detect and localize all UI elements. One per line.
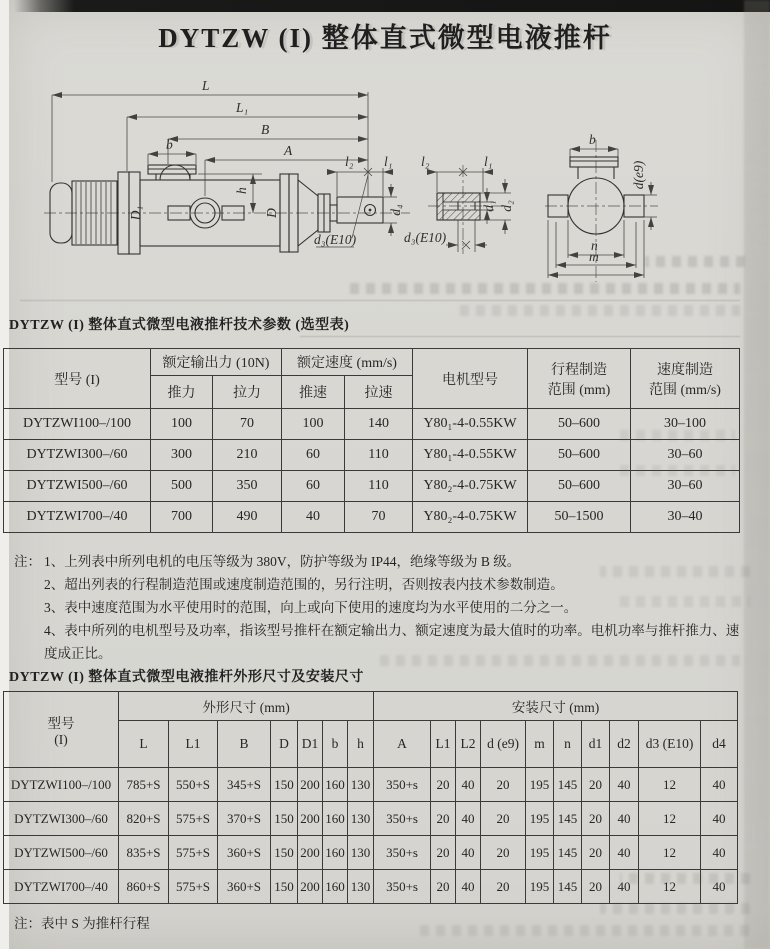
table-cell: 150: [271, 768, 298, 802]
table-cell: 300: [151, 440, 213, 471]
table-cell: 50–1500: [528, 502, 631, 533]
table-cell: 12: [639, 870, 701, 904]
table-cell: 40: [456, 802, 481, 836]
col-header-model2: 型号 (I): [4, 692, 119, 768]
bleedthrough-artifact: [645, 256, 745, 267]
table-cell: DYTZWI500–/60: [4, 836, 119, 870]
table-cell: 20: [481, 870, 526, 904]
table-cell: DYTZWI100–/100: [4, 768, 119, 802]
bleedthrough-artifact: [380, 655, 740, 666]
table-cell: 490: [213, 502, 282, 533]
col-header-D1: D1: [298, 721, 323, 768]
table-cell: 195: [526, 836, 554, 870]
table-cell: 40: [282, 502, 345, 533]
col-header-outer-dims: 外形尺寸 (mm): [119, 692, 374, 721]
table-cell: 350+s: [374, 802, 431, 836]
table-cell: 350: [213, 471, 282, 502]
col-header-mount-dims: 安装尺寸 (mm): [374, 692, 738, 721]
dim-label-b: b: [166, 137, 173, 152]
table-cell: 40: [456, 768, 481, 802]
table-cell: DYTZWI300–/60: [4, 440, 151, 471]
table-cell: 20: [481, 836, 526, 870]
col-header-output: 额定输出力 (10N): [151, 349, 282, 376]
table-cell: 150: [271, 836, 298, 870]
table-cell: 160: [323, 802, 348, 836]
table-cell: 20: [582, 836, 610, 870]
table-cell: 40: [701, 836, 738, 870]
dim-label-d4: d₄: [388, 204, 403, 216]
table2-caption: DYTZW (I) 整体直式微型电液推杆外形尺寸及安装尺寸: [9, 670, 364, 685]
dim-label-h: h: [234, 187, 249, 194]
table-cell: 835+S: [119, 836, 169, 870]
table-row: [4, 502, 740, 533]
table-cell: 130: [348, 802, 374, 836]
table-cell: 70: [345, 502, 413, 533]
table-cell: 20: [431, 802, 456, 836]
col-header-speed: 额定速度 (mm/s): [282, 349, 413, 376]
table-cell: 40: [701, 768, 738, 802]
table-cell: 360+S: [218, 870, 271, 904]
bleedthrough-artifact: [420, 925, 750, 936]
col-header-push-speed: 推速: [282, 376, 345, 409]
table-cell: 30–60: [631, 440, 740, 471]
section-label-l2: l₂: [421, 154, 430, 169]
bleedthrough-artifact: [350, 283, 740, 294]
dim-label-L1: L₁: [236, 100, 249, 115]
bleedthrough-artifact: [600, 903, 750, 914]
table-cell: 500: [151, 471, 213, 502]
note-item: 3、表中速度范围为水平使用时的范围，向上或向下使用的速度均为水平使用的二分之一。: [44, 600, 578, 615]
end-label-n: n: [591, 238, 598, 253]
bleedthrough-artifact: [620, 596, 750, 607]
note-item: 4、表中所列的电机型号及功率，指该型号推杆在额定输出力、额定速度为最大值时的功率。电机功率与推杆推力、速度成正比。: [44, 623, 740, 661]
table-cell: Y80₁-4-0.55KW: [413, 409, 528, 440]
table-cell: 50–600: [528, 440, 631, 471]
table-cell: DYTZWI100–/100: [4, 409, 151, 440]
table-cell: 110: [345, 471, 413, 502]
end-label-m: m: [589, 249, 599, 264]
bleedthrough-artifact: [620, 465, 735, 476]
table-cell: 60: [282, 471, 345, 502]
table-cell: 40: [701, 870, 738, 904]
col-header-stroke-range: 行程制造 范围 (mm): [528, 349, 631, 409]
table-cell: 20: [582, 768, 610, 802]
table-cell: 20: [481, 768, 526, 802]
table-cell: 200: [298, 768, 323, 802]
col-header-b: b: [323, 721, 348, 768]
section-label-l1: l₁: [484, 154, 493, 169]
dim-label-L: L: [202, 78, 210, 93]
table-cell: 20: [481, 802, 526, 836]
table-cell: 860+S: [119, 870, 169, 904]
table-cell: 360+S: [218, 836, 271, 870]
table-cell: 350+s: [374, 768, 431, 802]
table-cell: 40: [456, 836, 481, 870]
bleedthrough-artifact: [460, 305, 740, 316]
col-header-de9: d (e9): [481, 721, 526, 768]
table-cell: 130: [348, 836, 374, 870]
table-cell: 160: [323, 768, 348, 802]
table-cell: 100: [151, 409, 213, 440]
table-cell: 345+S: [218, 768, 271, 802]
table-cell: 195: [526, 802, 554, 836]
col-header-B: B: [218, 721, 271, 768]
drawing-section-view: [404, 154, 514, 254]
dim-label-l1: l₁: [384, 154, 393, 169]
section-label-d1: d₁: [481, 200, 496, 212]
col-header-speed-range: 速度制造 范围 (mm/s): [631, 349, 740, 409]
table-cell: DYTZWI500–/60: [4, 471, 151, 502]
table-cell: 20: [431, 768, 456, 802]
bleedthrough-artifact: [620, 430, 735, 441]
table-cell: 40: [701, 802, 738, 836]
table-cell: 700: [151, 502, 213, 533]
table-cell: 60: [282, 440, 345, 471]
col-header-L1b: L1: [431, 721, 456, 768]
section-label-d3: d₃(E10): [404, 230, 447, 245]
table-cell: 50–600: [528, 409, 631, 440]
table-cell: 12: [639, 836, 701, 870]
drawing-main-view: [44, 78, 410, 254]
table-cell: 550+S: [169, 768, 218, 802]
col-header-model: 型号 (I): [4, 349, 151, 409]
col-header-d2: d2: [610, 721, 639, 768]
table-cell: 350+s: [374, 870, 431, 904]
table-cell: 30–60: [631, 471, 740, 502]
table-cell: 40: [610, 836, 639, 870]
table-cell: 575+S: [169, 802, 218, 836]
table-cell: 50–600: [528, 471, 631, 502]
dim-label-B: B: [261, 122, 270, 137]
col-header-d1: d1: [582, 721, 610, 768]
section-label-d2: d₂: [499, 200, 514, 212]
table-cell: 130: [348, 768, 374, 802]
table-cell: 145: [554, 768, 582, 802]
bleedthrough-artifact: [300, 336, 740, 337]
col-header-d3E10: d3 (E10): [639, 721, 701, 768]
clevis-end: [337, 197, 383, 223]
col-header-A: A: [374, 721, 431, 768]
table-row: [4, 802, 738, 836]
col-header-m: m: [526, 721, 554, 768]
dim-label-D: D: [264, 208, 279, 218]
col-header-D: D: [271, 721, 298, 768]
table-cell: 150: [271, 802, 298, 836]
table-cell: 12: [639, 768, 701, 802]
footer-note: 注：表中 S 为推杆行程: [14, 916, 150, 931]
table-cell: 210: [213, 440, 282, 471]
table-cell: 20: [582, 870, 610, 904]
table1-caption: DYTZW (I) 整体直式微型电液推杆技术参数 (选型表): [9, 318, 350, 333]
table-cell: 130: [348, 870, 374, 904]
table-cell: 160: [323, 836, 348, 870]
table-cell: Y80₂-4-0.75KW: [413, 471, 528, 502]
col-header-n: n: [554, 721, 582, 768]
table-cell: 200: [298, 802, 323, 836]
dim-label-l2: l₂: [345, 154, 354, 169]
table-cell: 785+S: [119, 768, 169, 802]
col-header-pull: 拉力: [213, 376, 282, 409]
col-header-L2: L2: [456, 721, 481, 768]
table-cell: 350+s: [374, 836, 431, 870]
table-cell: 70: [213, 409, 282, 440]
table-cell: 370+S: [218, 802, 271, 836]
table-cell: 145: [554, 802, 582, 836]
table-cell: 40: [610, 870, 639, 904]
table-cell: 40: [610, 802, 639, 836]
table-cell: 30–40: [631, 502, 740, 533]
table-cell: DYTZWI700–/40: [4, 870, 119, 904]
table-cell: 200: [298, 836, 323, 870]
table-cell: Y80₁-4-0.55KW: [413, 440, 528, 471]
notes-prefix: 注：: [14, 554, 41, 569]
table-cell: 150: [271, 870, 298, 904]
table-cell: 140: [345, 409, 413, 440]
table-cell: 40: [610, 768, 639, 802]
col-header-push: 推力: [151, 376, 213, 409]
table-cell: DYTZWI300–/60: [4, 802, 119, 836]
bleedthrough-artifact: [20, 300, 740, 301]
note-item: 1、上列表中所列电机的电压等级为 380V，防护等级为 IP44，绝缘等级为 B 级。: [44, 554, 521, 569]
table-cell: 12: [639, 802, 701, 836]
table-cell: 160: [323, 870, 348, 904]
table-cell: 195: [526, 768, 554, 802]
end-label-b: b: [589, 132, 596, 147]
col-header-L: L: [119, 721, 169, 768]
table-cell: 575+S: [169, 870, 218, 904]
table-cell: DYTZWI700–/40: [4, 502, 151, 533]
col-header-d4: d4: [701, 721, 738, 768]
table-cell: 820+S: [119, 802, 169, 836]
table-row: [4, 768, 738, 802]
dim-label-A: A: [284, 143, 293, 158]
scan-top-edge: [14, 0, 770, 12]
table-cell: 145: [554, 836, 582, 870]
drawing-end-view: [545, 132, 658, 282]
col-header-motor: 电机型号: [413, 349, 528, 409]
table-cell: 30–100: [631, 409, 740, 440]
table-cell: 40: [456, 870, 481, 904]
col-header-pull-speed: 拉速: [345, 376, 413, 409]
col-header-L1: L1: [169, 721, 218, 768]
note-item: 2、超出列表的行程制造范围或速度制造范围的，另行注明，否则按表内技术参数制造。: [44, 577, 564, 592]
dim-label-D1: D₁: [128, 205, 143, 221]
end-label-de9: d(e9): [631, 160, 646, 190]
table-cell: 200: [298, 870, 323, 904]
dim-label-d3: d₃(E10): [314, 232, 357, 247]
table-cell: 110: [345, 440, 413, 471]
table-cell: 20: [431, 836, 456, 870]
table-cell: 20: [582, 802, 610, 836]
technical-drawing: [0, 72, 770, 314]
col-header-h: h: [348, 721, 374, 768]
table-cell: 575+S: [169, 836, 218, 870]
bleedthrough-artifact: [620, 873, 750, 884]
table-cell: 145: [554, 870, 582, 904]
table-cell: 100: [282, 409, 345, 440]
table-cell: 195: [526, 870, 554, 904]
table-cell: 20: [431, 870, 456, 904]
page-title: DYTZW (I) 整体直式微型电液推杆: [158, 23, 612, 53]
table-row: [4, 836, 738, 870]
table-cell: Y80₂-4-0.75KW: [413, 502, 528, 533]
bleedthrough-artifact: [600, 566, 750, 577]
